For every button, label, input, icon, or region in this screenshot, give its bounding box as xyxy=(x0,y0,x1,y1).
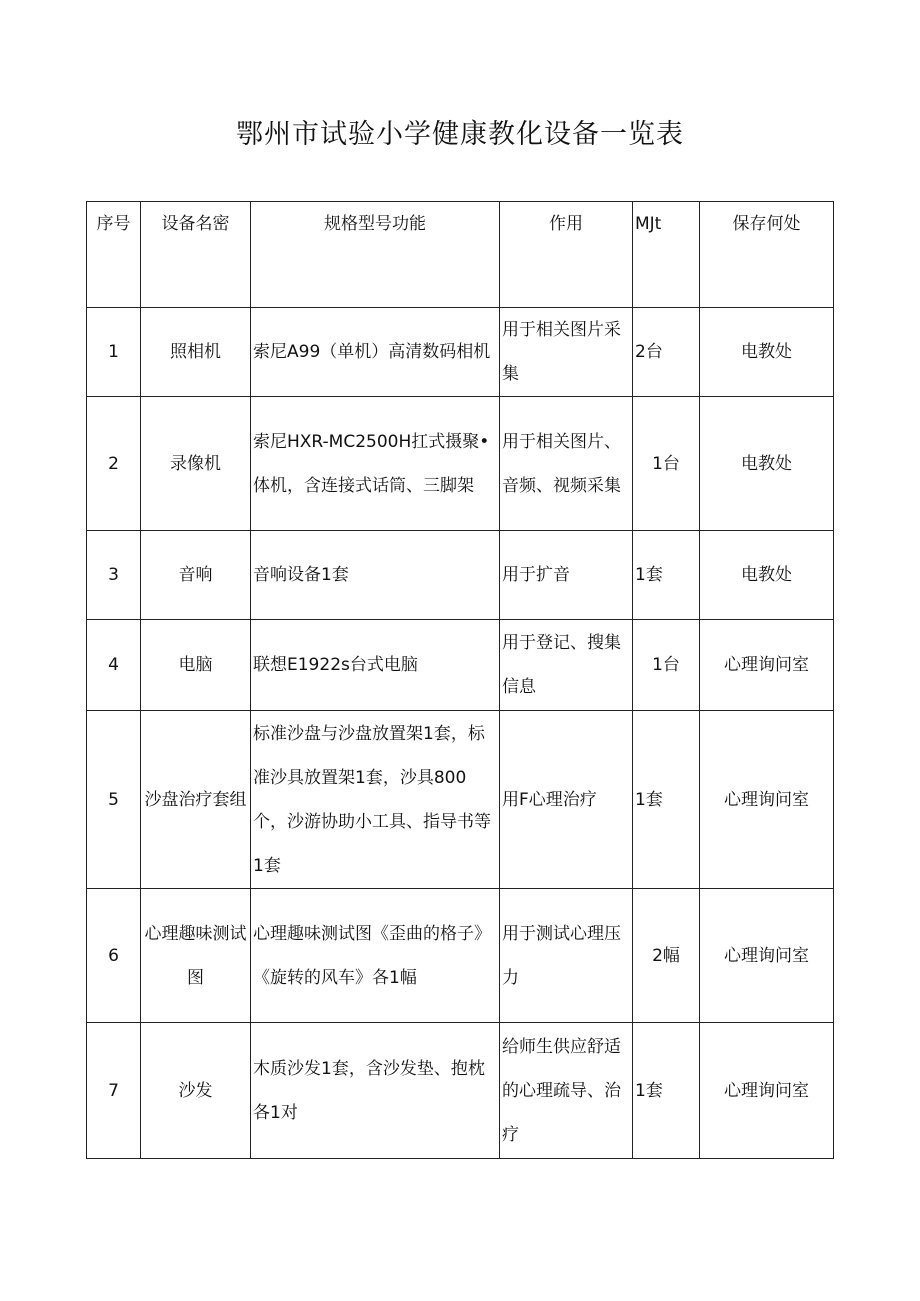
row-qty: 1套 xyxy=(633,711,700,889)
header-row xyxy=(87,202,834,308)
row-spec: 木质沙发1套，含沙发垫、抱枕各1对 xyxy=(251,1023,500,1159)
row-no: 7 xyxy=(87,1023,141,1159)
row-no: 4 xyxy=(87,620,141,711)
table-row xyxy=(87,711,834,889)
row-spec: 心理趣味测试图《歪曲的格子》《旋转的风车》各1幅 xyxy=(251,889,500,1023)
page-title: 鄂州市试验小学健康教化设备一览表 xyxy=(236,119,684,150)
row-name: 沙盘治疗套组 xyxy=(141,711,251,889)
row-use: 用于登记、搜集信息 xyxy=(500,620,633,711)
header-qty: MJt xyxy=(633,202,700,308)
row-no: 6 xyxy=(87,889,141,1023)
header-use: 作用 xyxy=(500,202,633,308)
table-row xyxy=(87,889,834,1023)
row-name: 音响 xyxy=(141,531,251,620)
row-qty: 1台 xyxy=(633,620,700,711)
row-qty: 2幅 xyxy=(633,889,700,1023)
row-location: 心理询问室 xyxy=(700,889,834,1023)
row-spec: 标准沙盘与沙盘放置架1套，标准沙具放置架1套，沙具800个，沙游协助小工具、指导书等1套 xyxy=(251,711,500,889)
row-no: 1 xyxy=(87,308,141,397)
table-row xyxy=(87,620,834,711)
row-name: 心理趣味测试图 xyxy=(141,889,251,1023)
row-location: 电教处 xyxy=(700,397,834,531)
row-spec: 索尼HXR-MC2500H扛式摄聚•体机，含连接式话筒、三脚架 xyxy=(251,397,500,531)
row-name: 沙发 xyxy=(141,1023,251,1159)
header-spec: 规格型号功能 xyxy=(251,202,500,308)
equipment-table xyxy=(86,201,834,1159)
row-qty: 2台 xyxy=(633,308,700,397)
row-no: 5 xyxy=(87,711,141,889)
row-qty: 1套 xyxy=(633,531,700,620)
row-name: 照相机 xyxy=(141,308,251,397)
row-use: 用于相关图片采集 xyxy=(500,308,633,397)
row-spec: 音响设备1套 xyxy=(251,531,500,620)
header-location: 保存何处 xyxy=(700,202,834,308)
row-location: 心理询问室 xyxy=(700,1023,834,1159)
row-location: 电教处 xyxy=(700,308,834,397)
row-name: 录像机 xyxy=(141,397,251,531)
row-location: 电教处 xyxy=(700,531,834,620)
row-use: 用于相关图片、音频、视频采集 xyxy=(500,397,633,531)
row-use: 用于测试心理压力 xyxy=(500,889,633,1023)
row-qty: 1套 xyxy=(633,1023,700,1159)
row-use: 用F心理治疗 xyxy=(500,711,633,889)
header-no: 序号 xyxy=(87,202,141,308)
row-location: 心理询问室 xyxy=(700,711,834,889)
row-spec: 索尼A99（单机）高清数码相机 xyxy=(251,308,500,397)
table-row xyxy=(87,531,834,620)
row-name: 电脑 xyxy=(141,620,251,711)
row-use: 用于扩音 xyxy=(500,531,633,620)
row-no: 3 xyxy=(87,531,141,620)
row-use: 给师生供应舒适的心理疏导、治疗 xyxy=(500,1023,633,1159)
table-row xyxy=(87,308,834,397)
row-qty: 1台 xyxy=(633,397,700,531)
row-spec: 联想E1922s台式电脑 xyxy=(251,620,500,711)
table-row xyxy=(87,397,834,531)
header-name: 设备名密 xyxy=(141,202,251,308)
row-no: 2 xyxy=(87,397,141,531)
row-location: 心理询问室 xyxy=(700,620,834,711)
table-row xyxy=(87,1023,834,1159)
